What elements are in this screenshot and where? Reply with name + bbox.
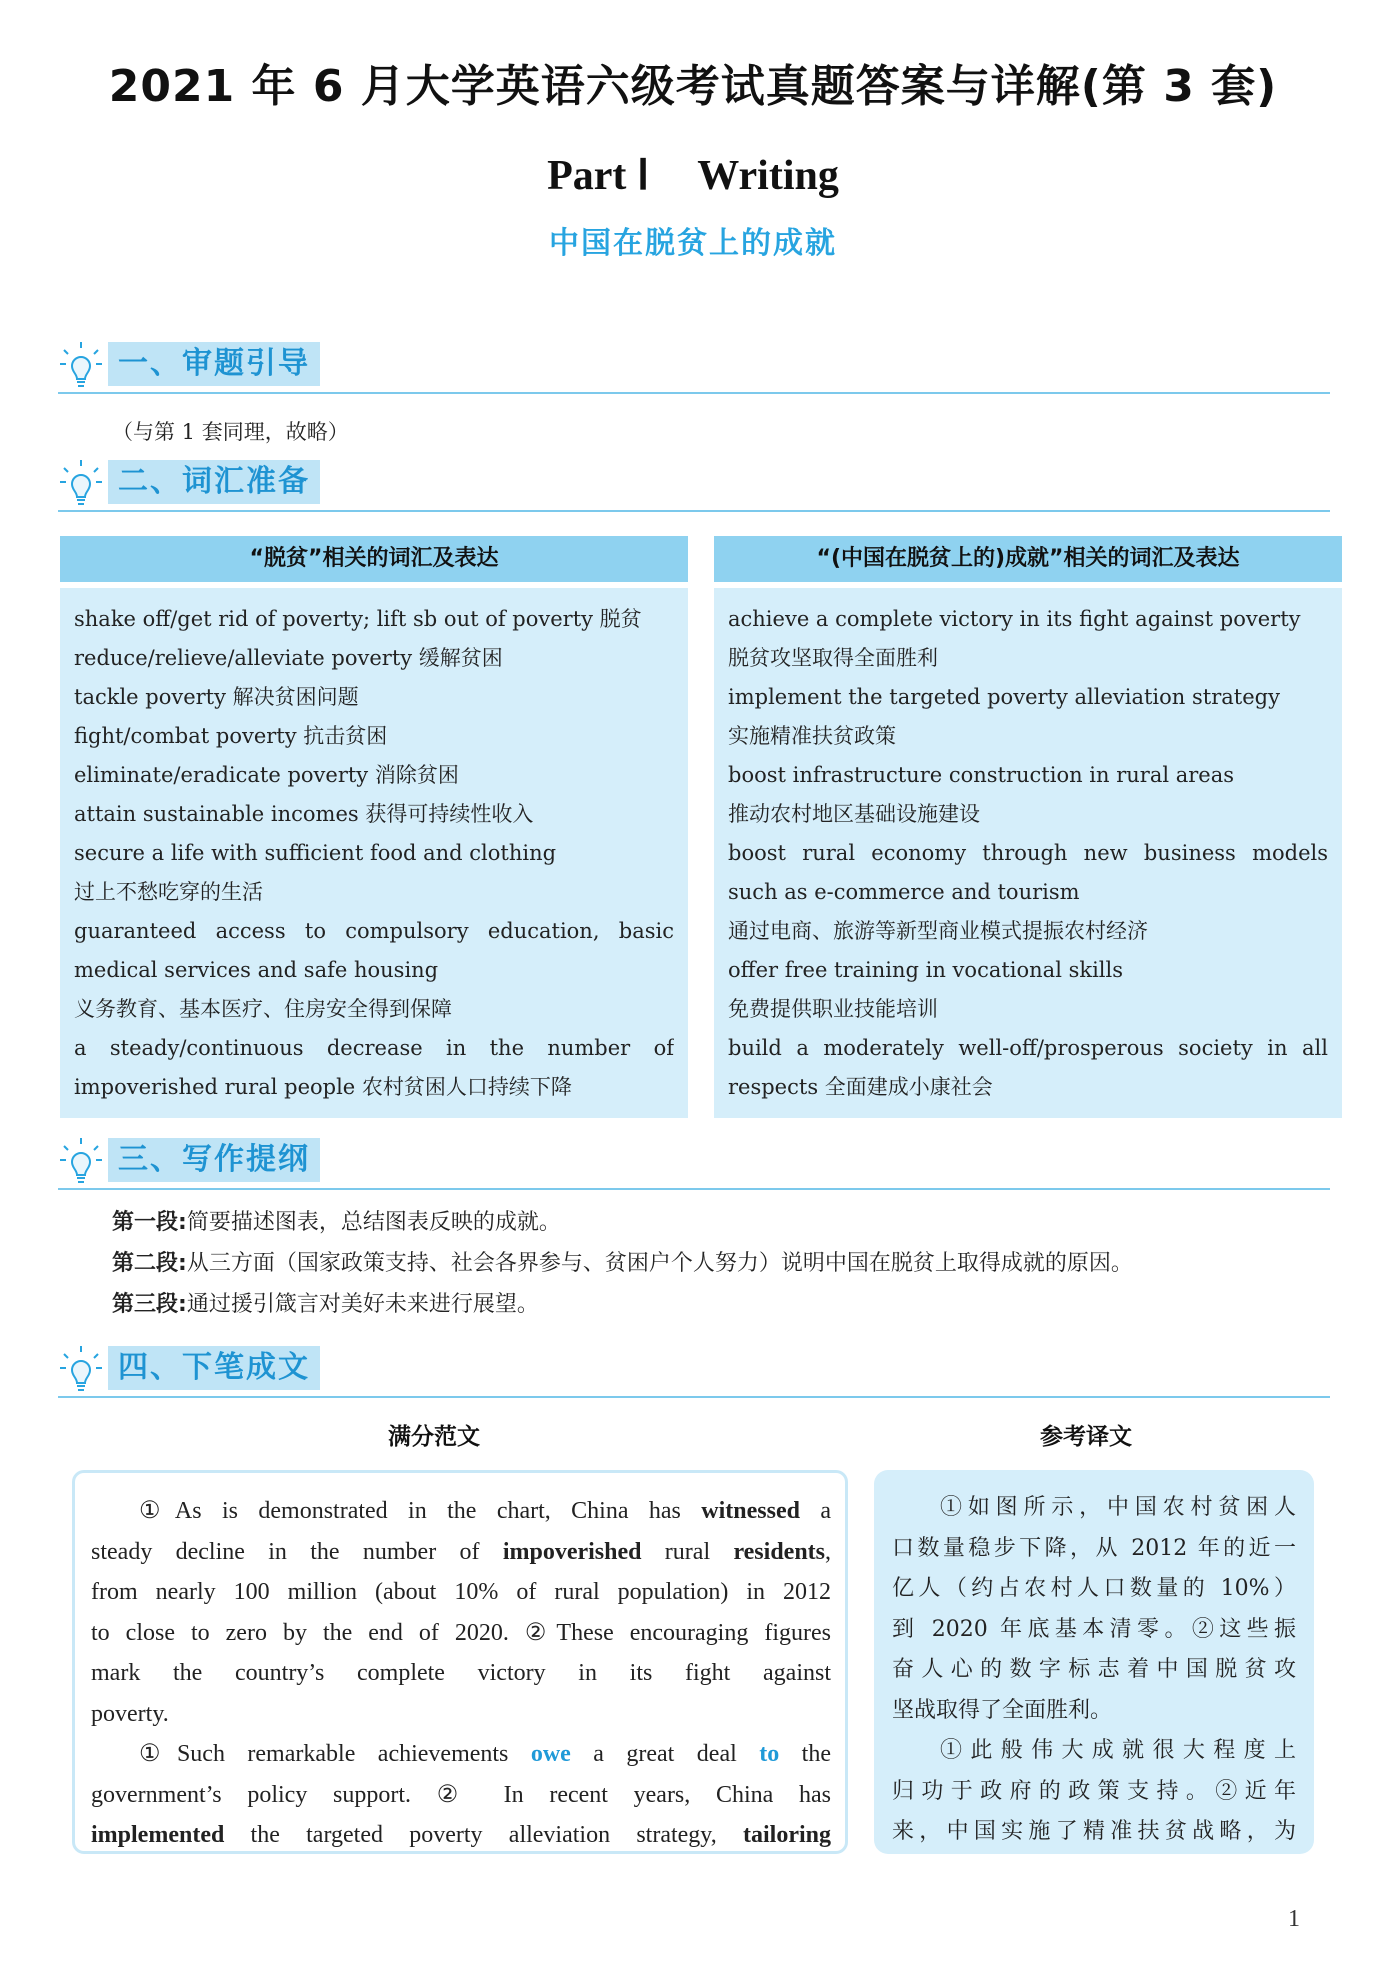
outline-label: 第三段: [112, 1292, 187, 1317]
translation-line: 奋人心的数字标志着中国脱贫攻 [892, 1657, 1296, 1682]
section-header-4 [58, 1344, 1330, 1398]
section-header-3 [58, 1136, 1330, 1190]
vocab-row: implement the targeted poverty alleviation strategy [728, 685, 1280, 709]
vocab-row: 免费提供职业技能培训 [728, 997, 938, 1021]
essay-line [91, 1815, 831, 1856]
outline-text: 通过援引箴言对美好未来进行展望。 [186, 1292, 539, 1317]
outline-item [112, 1243, 1342, 1284]
lightbulb-icon [58, 340, 104, 392]
vocab-column-achievement [714, 536, 1342, 1118]
vocab-row: impoverished rural people 农村贫困人口持续下降 [74, 1075, 572, 1099]
vocab-row: offer free training in vocational skills [728, 958, 1124, 982]
vocab-row: such as e-commerce and tourism [728, 880, 1080, 904]
vocabulary-table [60, 536, 1330, 1118]
outline-text: 从三方面（国家政策支持、社会各界参与、贫困户个人努力）说明中国在脱贫上取得成就的原因。 [186, 1251, 1133, 1276]
outline-text: 简要描述图表，总结图表反映的成就。 [186, 1210, 561, 1235]
reference-translation [874, 1470, 1314, 1854]
translation-line: 亿人（约占农村人口数量的 10%） [892, 1576, 1296, 1601]
column-body [714, 588, 1342, 1118]
vocab-row: attain sustainable incomes 获得可持续性收入 [74, 802, 534, 826]
vocab-row: tackle poverty 解决贫困问题 [74, 685, 359, 709]
writing-outline [112, 1202, 1342, 1325]
column-header: “脱贫”相关的词汇及表达 [60, 536, 688, 582]
translation-line: 来，中国实施了精准扶贫战略，为 [892, 1819, 1296, 1844]
vocab-row: achieve a complete victory in its fight against poverty [728, 607, 1301, 631]
page-title: 2021 年 6 月大学英语六级考试真题答案与详解(第 3 套) [108, 61, 1278, 112]
section-label: 二、词汇准备 [108, 460, 320, 504]
essay-keyword: impoverished [502, 1538, 642, 1565]
outline-label: 第一段: [112, 1210, 187, 1235]
essay-line: poverty. [91, 1700, 169, 1727]
essay-text: a [799, 1498, 831, 1524]
section-label: 一、审题引导 [108, 342, 320, 386]
vocab-row: 实施精准扶贫政策 [728, 724, 896, 748]
essay-line: to close to zero by the end of 2020. ②These encouraging figures [91, 1619, 831, 1646]
essay-line [91, 1734, 831, 1775]
essay-keyword: tailoring [743, 1822, 831, 1848]
essay-line: mark the country’s complete victory in its fight against [91, 1660, 831, 1686]
section-header-1 [58, 340, 1330, 394]
page-number: 1 [1288, 1906, 1300, 1932]
omitted-note: （与第 1 套同理，故略） [112, 420, 349, 444]
vocab-row: guaranteed access to compulsory education, basic [74, 919, 674, 943]
vocab-row: reduce/relieve/alleviate poverty 缓解贫困 [74, 646, 503, 670]
essay-text: , [825, 1538, 831, 1565]
lightbulb-icon [58, 1344, 104, 1396]
translation-line: ①此般伟大成就很大程度上 [940, 1738, 1296, 1763]
essay-keyword: witnessed [701, 1498, 800, 1524]
vocab-row: boost infrastructure construction in rural areas [728, 763, 1235, 787]
section-header-2 [58, 458, 1330, 512]
lightbulb-icon [58, 1136, 104, 1188]
vocab-row: 推动农村地区基础设施建设 [728, 802, 980, 826]
part-label: Part Ⅰ [547, 153, 650, 199]
model-essay [72, 1470, 848, 1854]
essay-line: government’s policy support. ② In recent years, China has [91, 1781, 831, 1808]
vocab-row: medical services and safe housing [74, 958, 439, 982]
essay-line: from nearly 100 million (about 10% of rural population) in 2012 [91, 1579, 831, 1605]
vocab-row: shake off/get rid of poverty; lift sb out of poverty 脱贫 [74, 607, 642, 631]
vocab-row: respects 全面建成小康社会 [728, 1075, 993, 1099]
essay-text: steady decline in the number of [91, 1538, 503, 1565]
vocab-row: 脱贫攻坚取得全面胜利 [728, 646, 938, 670]
lightbulb-icon [58, 458, 104, 510]
vocab-row: build a moderately well-off/prosperous society in all [728, 1036, 1328, 1060]
vocab-row: 义务教育、基本医疗、住房安全得到保障 [74, 997, 452, 1021]
vocab-row: fight/combat poverty 抗击贫困 [74, 724, 388, 748]
translation-line: 口数量稳步下降，从 2012 年的近一 [892, 1535, 1296, 1561]
translation-line: 归功于政府的政策支持。②近年 [892, 1778, 1296, 1804]
section-label: 三、写作提纲 [108, 1138, 320, 1182]
essay-text: rural [641, 1538, 734, 1565]
essay-highlight: to [759, 1741, 780, 1767]
essay-text: ①As is demonstrated in the chart, China has [139, 1498, 702, 1524]
outline-item [112, 1284, 1342, 1325]
vocab-row: 过上不愁吃穿的生活 [74, 880, 263, 904]
translation-heading: 参考译文 [1040, 1424, 1132, 1450]
essay-line [91, 1491, 831, 1532]
translation-line: 到 2020 年底基本清零。②这些振 [892, 1616, 1296, 1642]
essay-text: a great deal [570, 1741, 760, 1767]
essay-heading: 满分范文 [388, 1424, 480, 1450]
essay-text: the targeted poverty alleviation strategy, [224, 1822, 743, 1848]
vocab-row: 通过电商、旅游等新型商业模式提振农村经济 [728, 919, 1148, 943]
essay-highlight: owe [530, 1741, 571, 1767]
vocab-column-poverty [60, 536, 688, 1118]
essay-keyword: residents [733, 1538, 825, 1565]
vocab-row: secure a life with sufficient food and clothing [74, 841, 557, 865]
outline-label: 第二段: [112, 1251, 187, 1276]
part-name: Writing [697, 153, 839, 199]
column-header: “(中国在脱贫上的)成就”相关的词汇及表达 [714, 536, 1342, 582]
section-label: 四、下笔成文 [108, 1346, 320, 1390]
topic-title: 中国在脱贫上的成就 [549, 226, 837, 261]
outline-item [112, 1202, 1342, 1243]
vocab-row: boost rural economy through new business models [728, 841, 1328, 865]
translation-line: ①如图所示，中国农村贫困人 [940, 1495, 1296, 1520]
essay-line [91, 1532, 831, 1573]
part-heading [0, 150, 1386, 200]
vocab-row: eliminate/eradicate poverty 消除贫困 [74, 763, 459, 787]
essay-text: the [779, 1741, 831, 1767]
vocab-row: a steady/continuous decrease in the number of [74, 1036, 674, 1060]
essay-text: ①Such remarkable achievements [139, 1741, 531, 1767]
column-body [60, 588, 688, 1118]
translation-line: 坚战取得了全面胜利。 [892, 1697, 1113, 1723]
essay-keyword: implemented [91, 1822, 225, 1848]
